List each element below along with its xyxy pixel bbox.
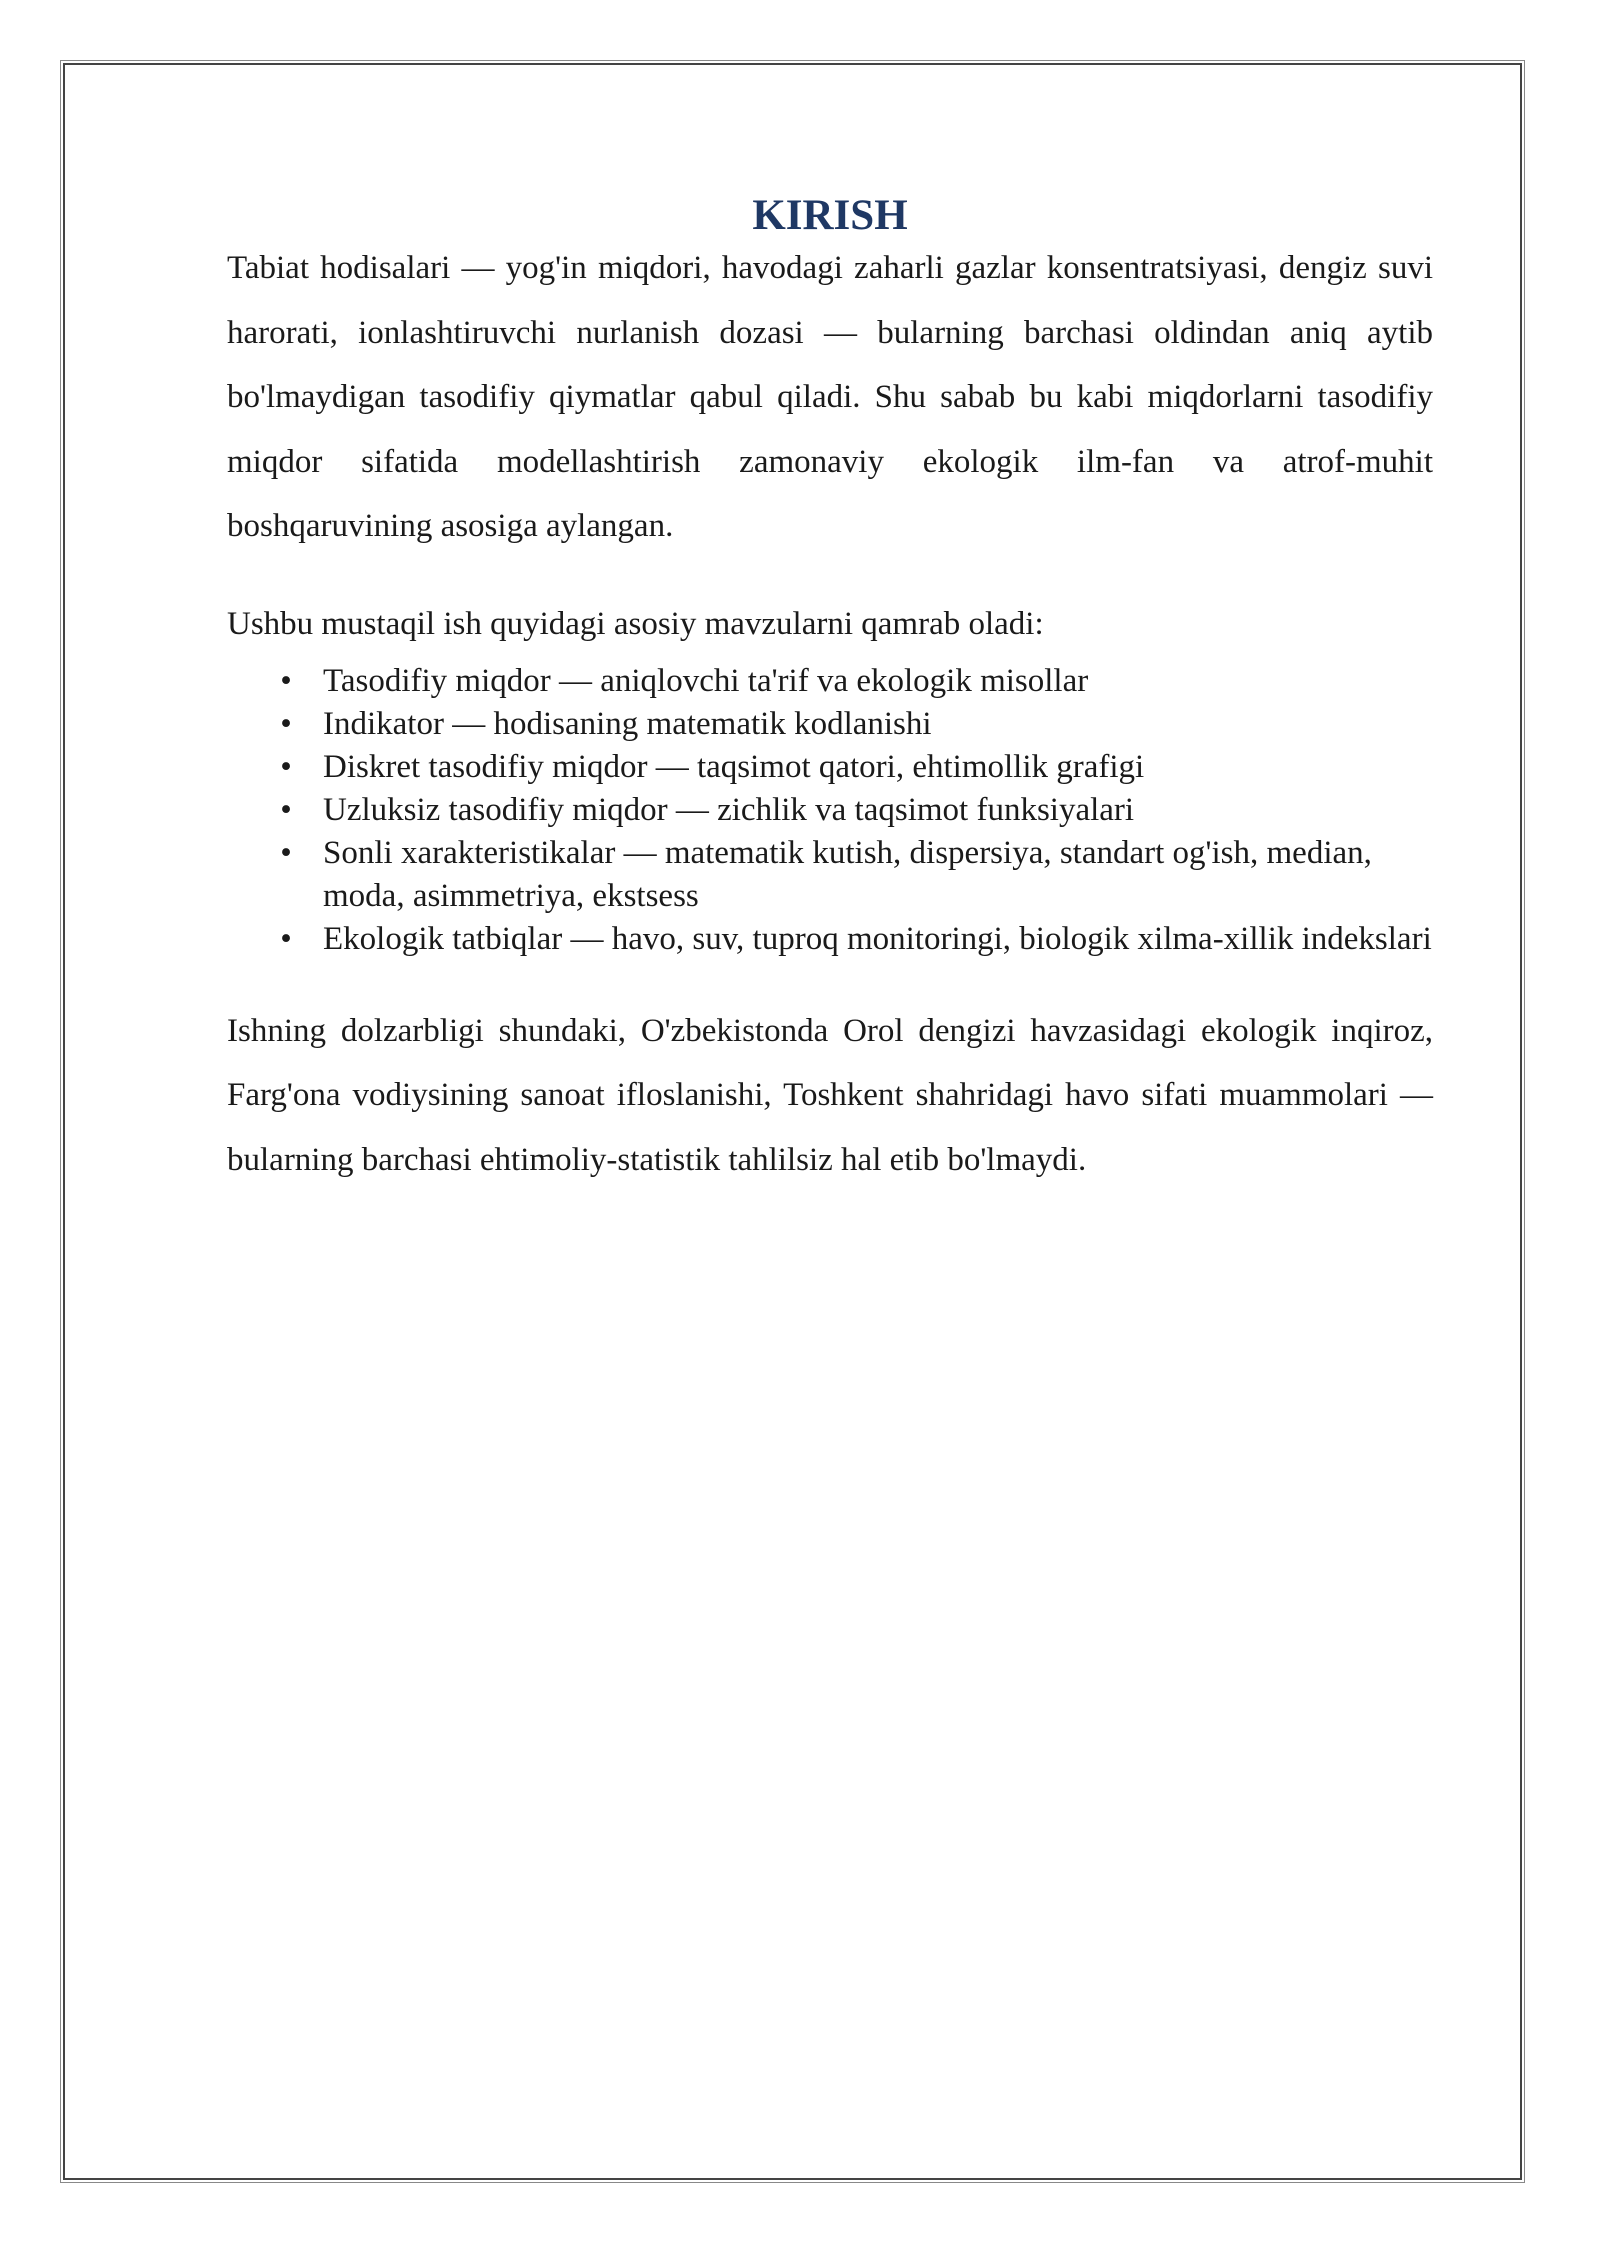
list-item [227, 703, 1433, 746]
list-item [227, 660, 1433, 703]
topics-list [227, 660, 1433, 961]
list-item [227, 918, 1433, 961]
topic-text: Sonli xarakteristikalar — matematik kutish, dispersiya, standart og'ish, median, moda, asimmetriya, ekstsess [323, 834, 1372, 914]
topic-text: Ekologik tatbiqlar — havo, suv, tuproq monitoringi, biologik xilma-xillik indekslari [323, 920, 1432, 957]
topic-text: Uzluksiz tasodifiy miqdor — zichlik va taqsimot funksiyalari [323, 791, 1135, 828]
bullet-icon: • [280, 662, 292, 699]
bullet-icon: • [280, 705, 292, 742]
intro-paragraph: Tabiat hodisalari — yog'in miqdori, havodagi zaharli gazlar konsentratsiyasi, dengiz suvi harorati, ionlashtiruvchi nurlanish dozasi — bularning barchasi oldindan aniq aytib bo'lmaydigan tasodifiy qiymatlar qabul qiladi. Shu sabab bu kabi miqdorlarni tasodifiy miqdor sifatida modellashtirish zamonaviy ekologik ilm-fan va atrof-muhit boshqaruvining asosiga aylangan. [227, 250, 1433, 544]
relevance-paragraph: Ishning dolzarbligi shundaki, O'zbekistonda Orol dengizi havzasidagi ekologik inqiroz, Farg'ona vodiysining sanoat ifloslanishi, Toshkent shahridagi havo sifati muammolari — bularning barchasi ehtimoliy-statistik tahlilsiz hal etib bo'lmaydi. [227, 1012, 1433, 1178]
list-item [227, 746, 1433, 789]
bullet-icon: • [280, 791, 292, 828]
document-body [227, 188, 1433, 1192]
bullet-icon: • [280, 920, 292, 957]
topic-text: Indikator — hodisaning matematik kodlanishi [323, 705, 932, 742]
list-item [227, 832, 1433, 918]
page-title: KIRISH [752, 192, 908, 239]
topic-text: Diskret tasodifiy miqdor — taqsimot qatori, ehtimollik grafigi [323, 748, 1145, 785]
topics-lead: Ushbu mustaqil ish quyidagi asosiy mavzularni qamrab oladi: [227, 605, 1044, 642]
list-item [227, 789, 1433, 832]
topic-text: Tasodifiy miqdor — aniqlovchi ta'rif va ekologik misollar [323, 662, 1089, 699]
bullet-icon: • [280, 834, 292, 871]
bullet-icon: • [280, 748, 292, 785]
